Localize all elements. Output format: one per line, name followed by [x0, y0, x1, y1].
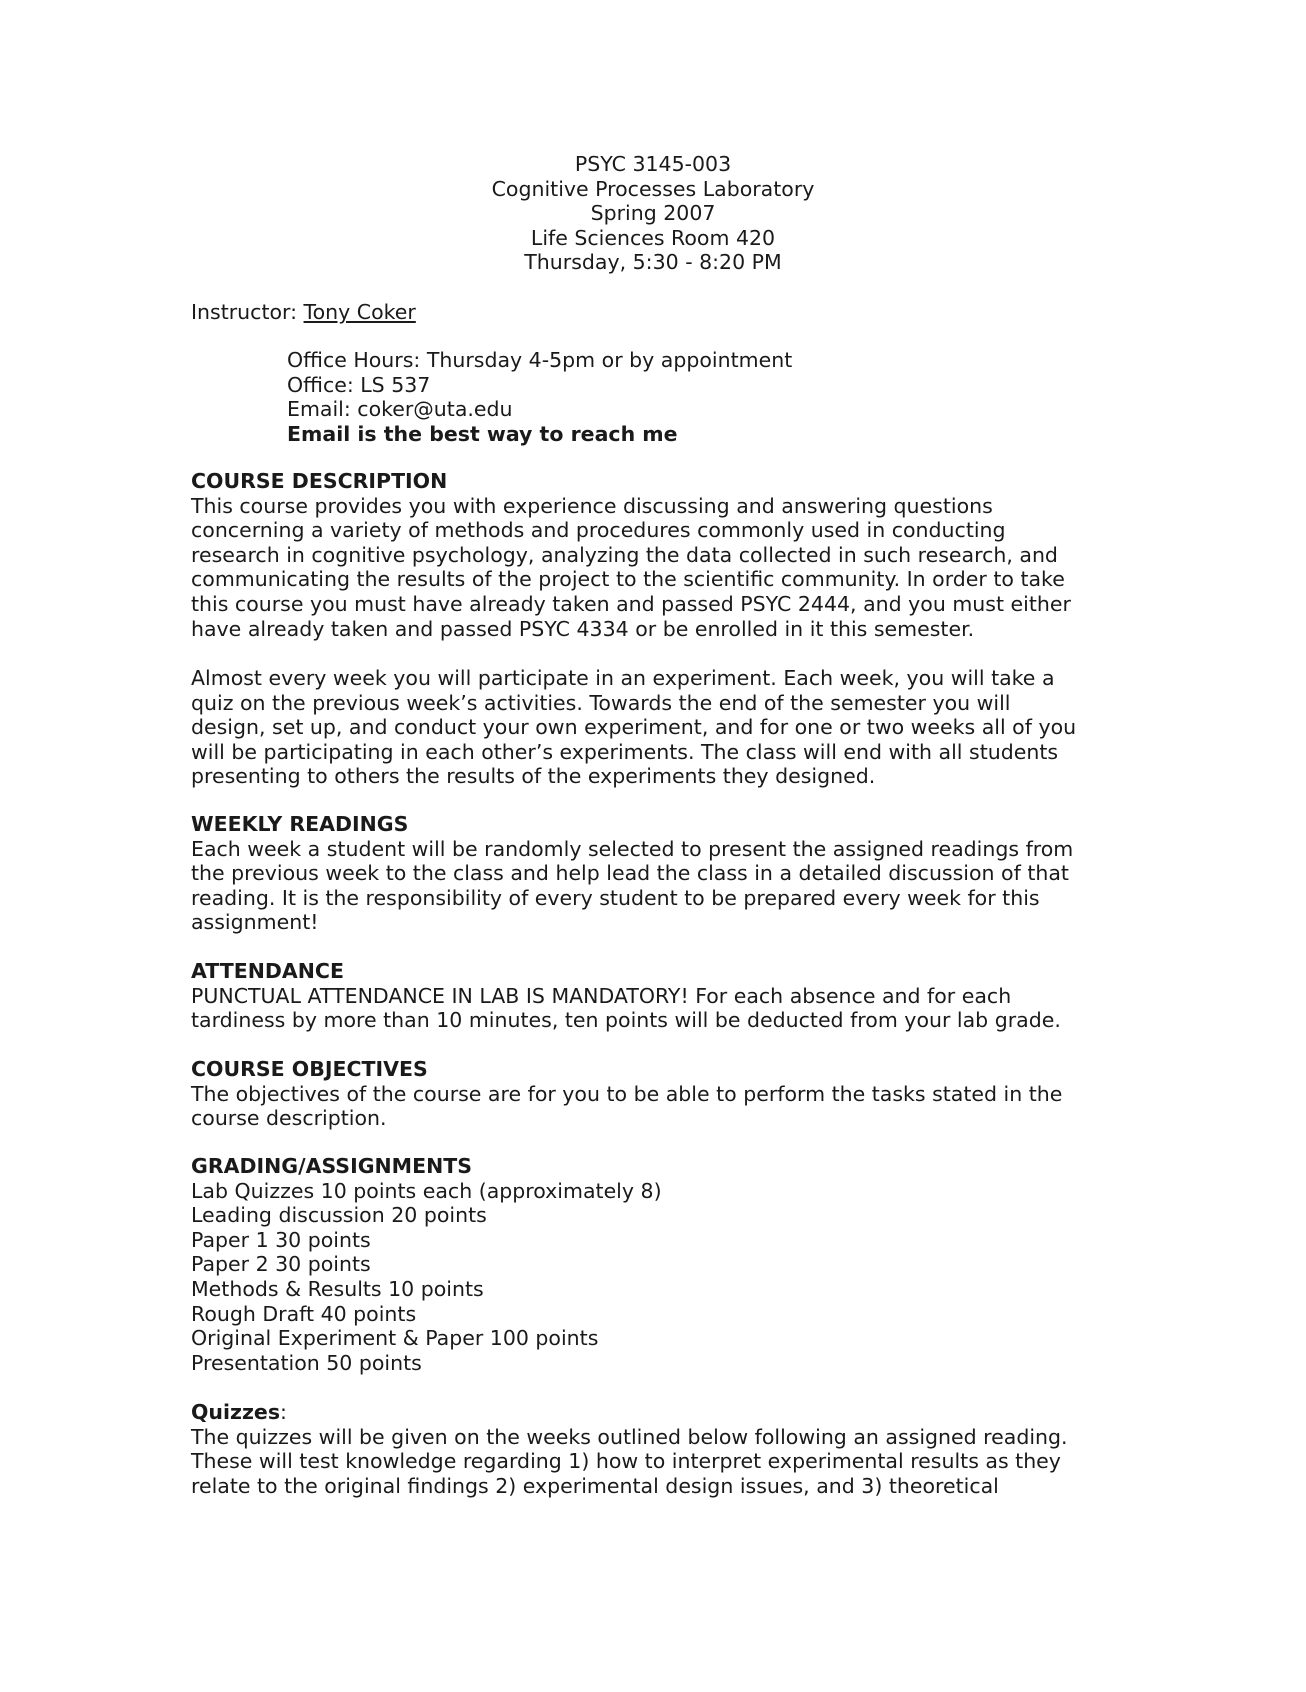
course-name: Cognitive Processes Laboratory	[491, 176, 815, 201]
course-description-paragraph-2	[191, 666, 1131, 789]
course-header	[0, 152, 1306, 275]
grading-item: Lab Quizzes 10 points each (approximately 8)	[191, 1178, 662, 1203]
paragraph-line: will be participating in each other’s experiments. The class will end with all students	[191, 739, 1059, 764]
office-location: Office: LS 537	[287, 372, 431, 397]
section-title: Quizzes	[191, 1400, 281, 1424]
paragraph-line: course description.	[191, 1106, 387, 1131]
paragraph-line: this course you must have already taken and passed PSYC 2444, and you must either	[191, 591, 1071, 616]
paragraph-line: Almost every week you will participate in an experiment. Each week, you will take a	[191, 666, 1055, 690]
paragraph-line: quiz on the previous week’s activities. Towards the end of the semester you will	[191, 690, 1011, 715]
paragraph-line: research in cognitive psychology, analyzing the data collected in such research, and	[191, 542, 1058, 567]
section-title: ATTENDANCE	[191, 959, 344, 983]
grading-item: Leading discussion 20 points	[191, 1203, 487, 1228]
section-title: GRADING/ASSIGNMENTS	[191, 1154, 472, 1178]
course-time: Thursday, 5:30 - 8:20 PM	[524, 250, 782, 274]
grading-item: Paper 1 30 points	[191, 1227, 371, 1252]
quizzes-section	[191, 1400, 1131, 1498]
email-address: Email: coker@uta.edu	[287, 397, 513, 421]
section-title: COURSE DESCRIPTION	[191, 469, 448, 493]
office-hours: Office Hours: Thursday 4-5pm or by appointment	[287, 348, 793, 372]
quizzes-heading	[191, 1400, 1131, 1425]
weekly-readings-section	[191, 812, 1131, 935]
course-description-section	[191, 469, 1131, 641]
paragraph-line: reading. It is the responsibility of every student to be prepared every week for this	[191, 885, 1040, 910]
course-code: PSYC 3145-003	[574, 152, 732, 176]
course-objectives-section	[191, 1057, 1131, 1131]
instructor-line	[191, 300, 416, 325]
paragraph-line: Each week a student will be randomly selected to present the assigned readings from	[191, 836, 1074, 861]
paragraph-line: The objectives of the course are for you to be able to perform the tasks stated in the	[191, 1081, 1063, 1106]
section-title: COURSE OBJECTIVES	[191, 1057, 428, 1081]
paragraph-line: the previous week to the class and help lead the class in a detailed discussion of that	[191, 861, 1069, 886]
grading-item: Methods & Results 10 points	[191, 1276, 484, 1301]
paragraph-line: presenting to others the results of the experiments they designed.	[191, 764, 876, 789]
grading-item: Original Experiment & Paper 100 points	[191, 1326, 599, 1351]
contact-info	[287, 348, 792, 446]
contact-note: Email is the best way to reach me	[287, 421, 678, 446]
course-term: Spring 2007	[590, 201, 716, 225]
grading-item: Paper 2 30 points	[191, 1252, 371, 1277]
quizzes-colon: :	[280, 1400, 287, 1424]
grading-item: Rough Draft 40 points	[191, 1301, 417, 1326]
paragraph-line: relate to the original findings 2) experimental design issues, and 3) theoretical	[191, 1473, 999, 1498]
grading-section	[191, 1154, 1131, 1375]
paragraph-line: assignment!	[191, 910, 319, 935]
grading-item: Presentation 50 points	[191, 1350, 422, 1375]
instructor-label: Instructor:	[191, 300, 298, 324]
paragraph-line: concerning a variety of methods and procedures commonly used in conducting	[191, 518, 1006, 543]
paragraph-line: tardiness by more than 10 minutes, ten points will be deducted from your lab grade.	[191, 1008, 1061, 1033]
paragraph-line: This course provides you with experience discussing and answering questions	[191, 493, 993, 518]
section-title: WEEKLY READINGS	[191, 812, 409, 836]
paragraph-line: These will test knowledge regarding 1) how to interpret experimental results as they	[191, 1449, 1061, 1474]
paragraph-line: The quizzes will be given on the weeks outlined below following an assigned reading.	[191, 1424, 1068, 1449]
instructor-name: Tony Coker	[303, 300, 416, 324]
paragraph-line: communicating the results of the project to the scientific community. In order to take	[191, 567, 1065, 592]
attendance-section	[191, 959, 1131, 1033]
paragraph-line: have already taken and passed PSYC 4334 or be enrolled in it this semester.	[191, 616, 975, 641]
course-room: Life Sciences Room 420	[530, 225, 776, 250]
paragraph-line: design, set up, and conduct your own experiment, and for one or two weeks all of you	[191, 715, 1077, 740]
paragraph-line: PUNCTUAL ATTENDANCE IN LAB IS MANDATORY! For each absence and for each	[191, 983, 1012, 1008]
